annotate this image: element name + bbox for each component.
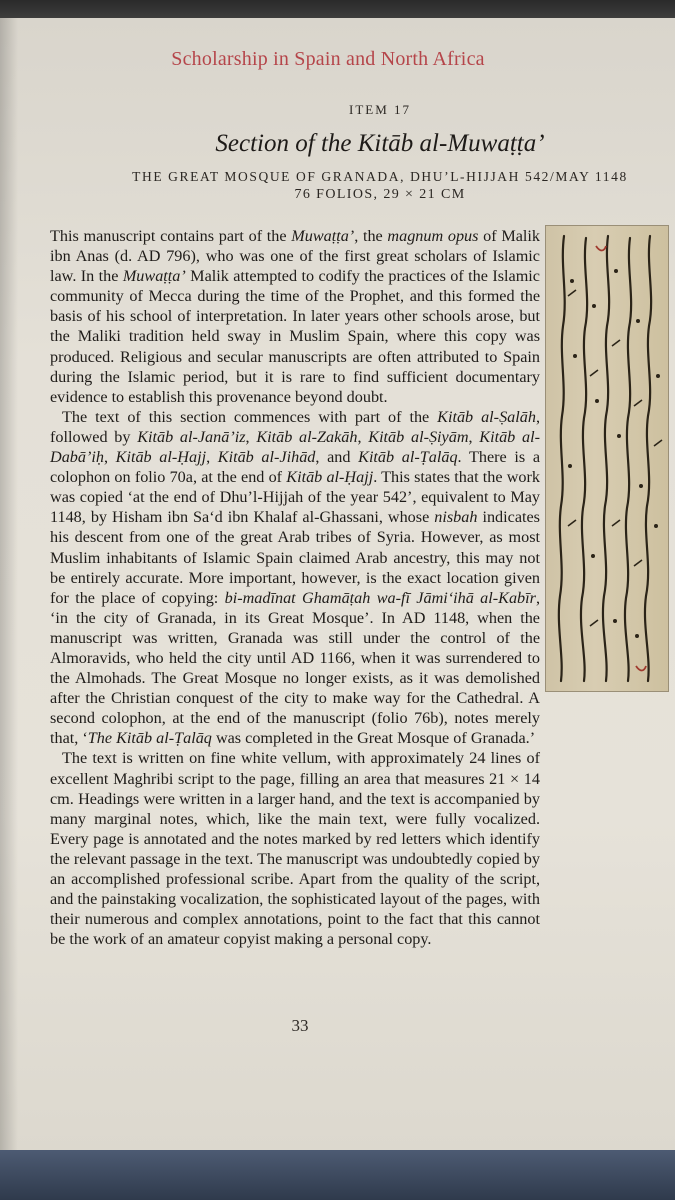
item-title: Section of the Kitāb al-Muwaṭṭa’ (215, 130, 545, 157)
text-run: , (357, 427, 369, 446)
italic-term: Kitāb al-Ṭalāq (358, 448, 458, 467)
text-run: indicates his descent from one of the great Arab tribes of Syria. However, as most Muslim inhabitants of Islamic Spain claimed Arab ancestry, this may not be entirely accurate. More important, however, is the exact location given for the place of copying: (50, 508, 540, 607)
text-run: , (245, 427, 257, 446)
extent-line: 76 FOLIOS, 29 × 21 CM (294, 187, 466, 202)
text-run: The text of this section commences with part of the (62, 407, 438, 426)
text-run: , (206, 448, 218, 467)
text-run: , the (354, 227, 388, 245)
italic-term: Kitāb al-Zakāh (256, 427, 358, 446)
running-header: Scholarship in Spain and North Africa (171, 48, 485, 70)
body-paragraph (50, 226, 540, 407)
text-run: , (468, 427, 480, 446)
text-run: Malik attempted to codify the practices of the Islamic community of Mecca during the time of the Prophet, and this formed the basis of his school of interpretation. In later years other schools arose, but the Maliki tradition held sway in Muslim Spain, where this copy was produced. Religious and secular manuscripts are often attributed to Spain during the Islamic period, but it is rare to find sufficient documentary evidence to establish this provenance beyond doubt. (50, 267, 540, 406)
item-label: ITEM 17 (348, 102, 412, 117)
page-number: 33 (291, 1016, 309, 1035)
italic-term: Kitāb al-Dabā’iḥ (50, 427, 540, 467)
text-run: of Malik ibn Anas (d. AD 796), who was one of the first great scholars of Islamic law. In the (50, 227, 540, 286)
text-run: This manuscript contains part of the (50, 227, 292, 245)
italic-term: bi-madīnat Ghamāṭah wa-fī Jāmi‘ihā al-Kabīr (224, 588, 536, 607)
text-run: was completed in the Great Mosque of Granada.’ (211, 729, 536, 748)
italic-term: magnum opus (387, 227, 479, 245)
italic-term: Kitāb al-Janā’iz (137, 427, 246, 446)
italic-term: Kitāb al-Jihād (217, 448, 316, 467)
italic-term: Kitāb al-Ḥajj (286, 468, 374, 487)
text-run: , and (315, 448, 359, 467)
text-run: The text is written on fine white vellum, with approximately 24 lines of excellent Maghribi script to the page, filling an area that measures 21 × 14 cm. Headings were written in a larger hand, and the text is accompanied by many marginal notes, which, like the main text, were fully vocalized. Every page is annotated and the notes marked by red letters which identify the relevant passage in the text. The manuscript was undoubtedly copied by an accomplished professional scribe. Apart from the quality of the script, and the painstaking vocalization, the sophisticated layout of the pages, with their numerous and complex annotations, point to the fact that this cannot be the work of an amateur copyist making a personal copy. (50, 749, 540, 949)
body-text (50, 226, 540, 949)
italic-term: Muwaṭṭa’ (122, 267, 186, 286)
italic-term: Kitāb al-Ṣiyām (368, 427, 469, 446)
background-cloth (0, 1150, 675, 1200)
text-run: , followed by (50, 407, 540, 446)
text-run: . This states that the work was copied ‘at the end of Dhu’l-Hijjah of the year 542’, equivalent to May 1148, by Hisham ibn Sa‘d ibn Khalaf al-Ghassani, whose (50, 468, 540, 527)
italic-term: nisbah (434, 508, 478, 527)
italic-term: The Kitāb al-Ṭalāq (87, 729, 212, 748)
italic-term: Kitāb al-Ḥajj (115, 448, 207, 467)
provenance-line: THE GREAT MOSQUE OF GRANADA, DHU’L-HIJJAH 542/MAY 1148 (132, 169, 628, 184)
italic-term: Kitāb al-Ṣalāh (437, 407, 536, 426)
body-paragraph (50, 748, 540, 949)
text-run: , (103, 448, 116, 467)
body-paragraph (50, 407, 540, 749)
italic-term: Muwaṭṭa’ (291, 227, 355, 245)
manuscript-image (545, 225, 669, 692)
text-run: . There is a colophon on folio 70a, at the end of (50, 448, 541, 487)
arabic-manuscript-detail-icon (546, 226, 668, 691)
text-run: , ‘in the city of Granada, in its Great Mosque’. In AD 1148, when the manuscript was written, Granada was still under the control of the Almoravids, who held the city until AD 1166, when it was surrendered to the Almohads. The Great Mosque no longer exists, as it was demolished after the Christian conquest of the city to make way for the Cathedral. A second colophon, at the end of the manuscript (folio 76b), notes merely that, ‘ (50, 588, 540, 748)
